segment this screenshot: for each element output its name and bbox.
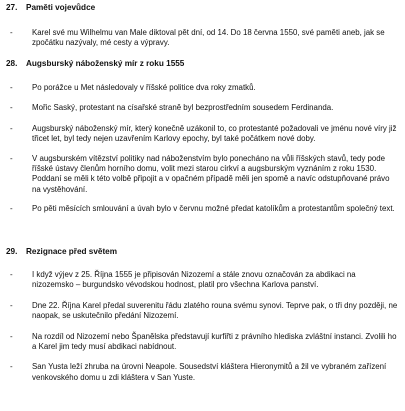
list-item [6, 301, 399, 322]
list-item [6, 103, 399, 113]
bullet-marker: - [10, 300, 13, 310]
list-item [6, 332, 399, 353]
list-item [6, 270, 399, 291]
list-item-text: V augsburském vítězství politiky nad náboženstvím bylo ponecháno na vůli říšských stavů, tedy pode říšské ústavy členům horního domu, volit mezi starou církví a augsburským vyznáním z roku 1530. Poddaní se měli k této volbě připojit a v opačném případě měli jen spomě a navíc odstupňované právo na vystěhování. [32, 153, 390, 194]
list-item-text: Po pěti měsících smlouvání a úvah bylo v červnu možné předat katolíkům a protestantům společný text. [32, 204, 395, 214]
bullet-marker: - [10, 270, 13, 279]
section-heading [6, 3, 399, 14]
section-title: Augsburský náboženský mír z roku 1555 [26, 59, 185, 68]
list-item-text: Dne 22. Října Karel předal suverenitu řádu zlatého rouna svému synovi. Teprve pak, o tři dny později, ne naopak, se uskutečnilo předání Nizozemí. [32, 300, 398, 321]
section-27 [6, 3, 399, 49]
section-heading [6, 247, 399, 258]
bullet-marker: - [10, 103, 13, 113]
bullet-marker: - [10, 83, 13, 92]
list-item-text: Mořic Saský, protestant na císařské straně byl bezprostředním sousedem Ferdinanda. [32, 103, 334, 113]
bullet-marker: - [10, 204, 13, 214]
list-item-text: I když výjev z 25. Října 1555 je připisován Nizozemí a stále znovu označován za abdikaci na nizozemsko – burgundsko vévodskou hodnost, platil pro všechna Karlova panství. [32, 270, 356, 290]
section-29 [6, 247, 399, 383]
bullet-marker: - [10, 28, 13, 37]
section-28 [6, 59, 399, 215]
list-item [6, 28, 399, 49]
bullet-marker: - [10, 153, 13, 163]
list-item-text: Na rozdíl od Nizozemí nebo Španělska představují kurfiřti z právního hlediska zvláštní instanci. Zvolili ho a Karel jim tedy musí abdikaci nabídnout. [32, 331, 397, 352]
list-item-text: Karel své mu Wilhelmu van Male diktoval pět dní, od 14. Do 18 června 1550, své paměti aneb, jak se zpočátku nazývaly, mé cesty a výpravy. [32, 28, 385, 48]
list-item-text: Augsburský náboženský mír, který konečně uzákonil to, co protestanté požadovali ve jménu nové víry již třicet let, byl tedy nejen uzavřením Karlovy epochy, byl také počátkem nové doby. [32, 123, 397, 144]
list-item-text: San Yusta leží zhruba na úrovni Neapole. Sousedství kláštera Hieronymitů a žil ve vybraném zařízení venkovského domu u zdi kláštera v San Yuste. [32, 362, 387, 382]
section-number: 29. [6, 247, 18, 256]
list-item [6, 124, 399, 145]
list-item-text: Po porážce u Met následovaly v říšské politice dva roky zmatků. [32, 83, 256, 92]
list-item [6, 362, 399, 383]
list-item [6, 83, 399, 93]
bullet-marker: - [10, 362, 13, 372]
bullet-marker: - [10, 331, 13, 341]
list-item [6, 204, 399, 214]
bullet-marker: - [10, 123, 13, 133]
section-number: 28. [6, 59, 18, 68]
section-heading [6, 59, 399, 70]
section-title: Paměti vojevůdce [26, 3, 96, 12]
list-item [6, 154, 399, 196]
section-title: Rezignace před světem [26, 247, 118, 256]
section-number: 27. [6, 3, 18, 12]
